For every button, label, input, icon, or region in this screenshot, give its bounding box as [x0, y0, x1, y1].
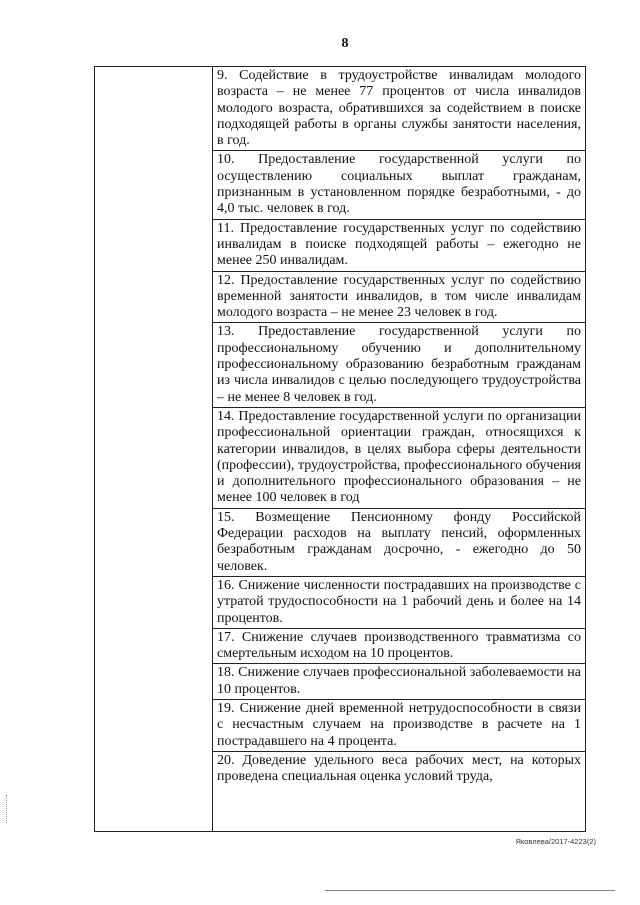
list-item: 17. Снижение случаев производственного травматизма со смертельным исходом на 10 процентов. — [213, 629, 585, 665]
list-item: 19. Снижение дней временной нетрудоспособности в связи с несчастным случаем на производстве в расчете на 1 пострадавшего на 4 процента. — [213, 700, 585, 752]
list-item: 15. Возмещение Пенсионному фонду Российской Федерации расходов на выплату пенсий, оформленных безработным гражданам досрочно, - ежегодно до 50 человек. — [213, 509, 585, 577]
content-table — [94, 66, 586, 832]
table-right-column — [213, 67, 585, 831]
list-item: 20. Доведение удельного веса рабочих мест, на которых проведена специальная оценка условий труда, — [217, 752, 581, 785]
list-item: 10. Предоставление государственной услуги по осуществлению социальных выплат гражданам, признанным в установленном порядке безработными, - до 4,0 тыс. человек в год. — [213, 151, 585, 219]
list-item: 9. Содействие в трудоустройстве инвалидам молодого возраста – не менее 77 процентов от числа инвалидов молодого возраста, обратившихся за содействием в поиске подходящей работы в органы службы занятости населения, в год. — [213, 67, 585, 151]
list-item: 14. Предоставление государственной услуги по организации профессиональной ориентации граждан, относящихся к категории инвалидов, в целях выбора сферы деятельности (профессии), трудоустройства, профессионального обучения и дополнительного профессионального образования – не менее 100 человек в год — [213, 408, 585, 509]
list-item: 11. Предоставление государственных услуг по содействию инвалидам в поиске подходящей работы – ежегодно не менее 250 инвалидам. — [213, 220, 585, 272]
list-item: 12. Предоставление государственных услуг по содействию временной занятости инвалидов, в том числе инвалидам молодого возраста – не менее 23 человек в год. — [213, 272, 585, 324]
document-reference: Яковлева/2017-4223(2) — [515, 837, 596, 846]
table-left-column — [95, 67, 213, 831]
page-number: 8 — [341, 36, 349, 51]
list-item: 16. Снижение численности пострадавших на производстве с утратой трудоспособности на 1 рабочий день и более на 14 процентов. — [213, 577, 585, 629]
bottom-divider — [325, 890, 615, 891]
margin-mark — [6, 795, 9, 823]
list-item: 18. Снижение случаев профессиональной заболеваемости на 10 процентов. — [213, 664, 585, 700]
list-item: 13. Предоставление государственной услуги по профессиональному обучению и дополнительному профессиональному образованию безработным гражданам из числа инвалидов с целью последующего трудоустройства – не менее 8 человек в год. — [213, 323, 585, 407]
